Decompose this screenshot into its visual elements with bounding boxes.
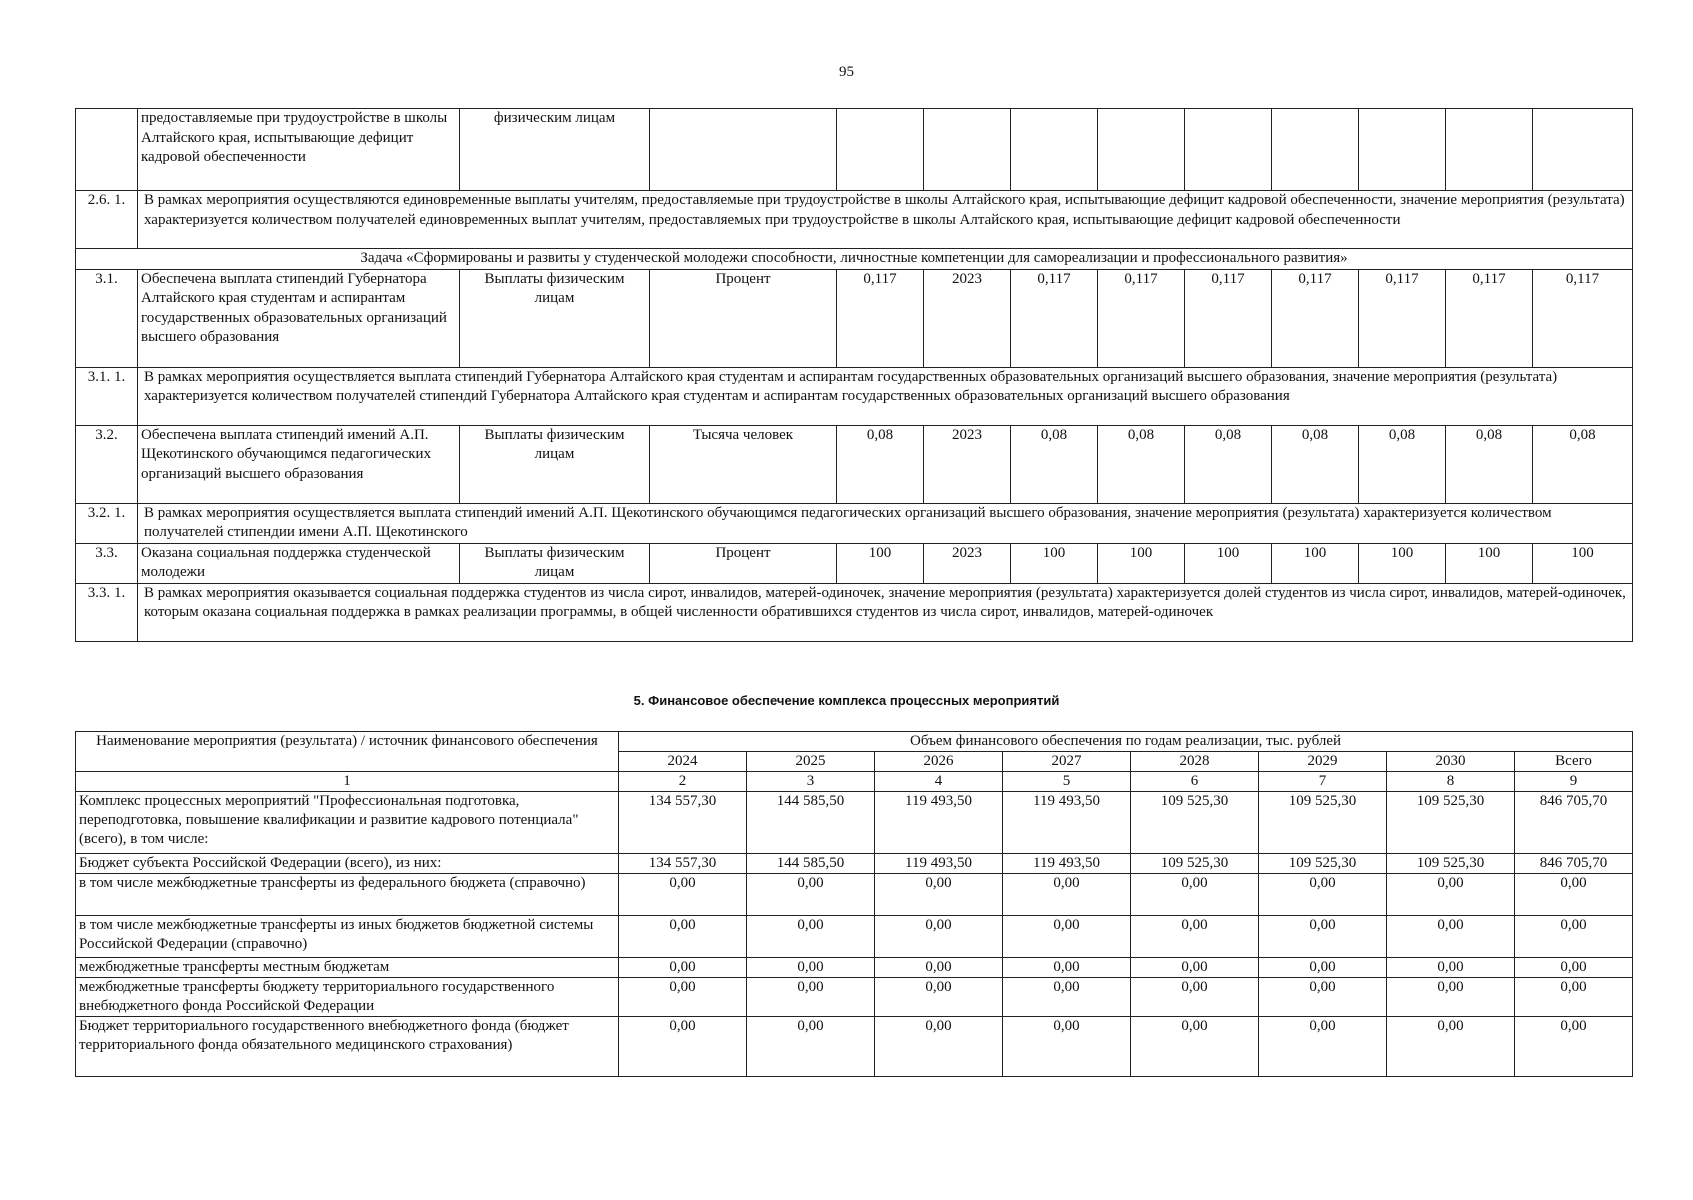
amount-cell: 134 557,30	[619, 792, 747, 854]
row-number-cell: 3.1. 1.	[76, 367, 138, 425]
amount-cell: 0,00	[1259, 874, 1387, 916]
row-number-cell: 3.3.	[76, 543, 138, 583]
indicator-type-cell: Выплаты физическим лицам	[460, 543, 650, 583]
column-number-cell: 8	[1387, 772, 1515, 792]
amount-cell: 0,00	[1259, 958, 1387, 978]
indicator-name-cell: предоставляемые при трудоустройстве в школы Алтайского края, испытывающие дефицит кадровой обеспеченности	[138, 109, 460, 191]
amount-cell: 0,00	[1003, 958, 1131, 978]
indicator-name-cell: Обеспечена выплата стипендий имений А.П. Щекотинского обучающимся педагогических организаций высшего образования	[138, 425, 460, 503]
description-cell: В рамках мероприятия осуществляются единовременные выплаты учителям, предоставляемые при трудоустройстве в школы Алтайского края, испытывающие дефицит кадровой обеспеченности, значение мероприятия (результата) характеризуется количеством получателей единовременных выплат учителям, предоставляемых при трудоустройстве в школы Алтайского края, испытывающие дефицит кадровой обеспеченности	[138, 191, 1633, 249]
amount-cell: 0,00	[875, 1017, 1003, 1077]
row-number-cell: 3.2. 1.	[76, 503, 138, 543]
table-row	[76, 874, 1633, 916]
header-row	[76, 732, 1633, 752]
amount-cell: 0,00	[1515, 1017, 1633, 1077]
column-number-row	[76, 772, 1633, 792]
unit-cell: Тысяча человек	[650, 425, 837, 503]
description-cell: В рамках мероприятия оказывается социальная поддержка студентов из числа сирот, инвалидов, матерей-одиночек, значение мероприятия (результата) характеризуется долей студентов из числа сирот, инвалидов, матерей-одиночек, которым оказана социальная поддержка в рамках реализации программы, в общей численности обратившихся студентов из числа сирот, инвалидов, матерей-одиночек	[138, 583, 1633, 641]
amount-cell: 0,00	[875, 874, 1003, 916]
year-value-cell: 0,117	[1098, 269, 1185, 367]
amount-cell: 0,00	[747, 916, 875, 958]
amount-cell: 144 585,50	[747, 792, 875, 854]
amount-cell: 0,00	[875, 916, 1003, 958]
amount-cell: 0,00	[1003, 916, 1131, 958]
year-value-cell: 0,08	[1446, 425, 1533, 503]
amount-cell: 0,00	[619, 916, 747, 958]
amount-cell: 119 493,50	[1003, 792, 1131, 854]
amount-cell: 0,00	[1131, 874, 1259, 916]
year-value-cell: 0,08	[1359, 425, 1446, 503]
year-value-cell: 0,117	[1359, 269, 1446, 367]
empty-cell	[1272, 109, 1359, 191]
amount-cell: 0,00	[1259, 916, 1387, 958]
indicator-type-cell: Выплаты физическим лицам	[460, 269, 650, 367]
year-value-cell: 0,117	[1533, 269, 1633, 367]
amount-cell: 0,00	[1387, 978, 1515, 1017]
unit-cell: Процент	[650, 543, 837, 583]
table-row	[76, 958, 1633, 978]
empty-cell	[1533, 109, 1633, 191]
table-row	[76, 1017, 1633, 1077]
indicator-type-cell: физическим лицам	[460, 109, 650, 191]
amount-cell: 144 585,50	[747, 854, 875, 874]
empty-cell	[837, 109, 924, 191]
amount-cell: 0,00	[1387, 958, 1515, 978]
year-value-cell: 100	[1446, 543, 1533, 583]
table-row	[76, 916, 1633, 958]
amount-cell: 0,00	[1387, 916, 1515, 958]
year-value-cell: 100	[1185, 543, 1272, 583]
amount-cell: 134 557,30	[619, 854, 747, 874]
amount-cell: 0,00	[619, 874, 747, 916]
year-value-cell: 0,117	[1446, 269, 1533, 367]
amount-cell: 0,00	[747, 958, 875, 978]
table-row	[76, 543, 1633, 583]
amount-cell: 0,00	[875, 978, 1003, 1017]
year-value-cell: 100	[1011, 543, 1098, 583]
amount-cell: 0,00	[619, 958, 747, 978]
row-number-cell: 2.6. 1.	[76, 191, 138, 249]
column-number-cell: 4	[875, 772, 1003, 792]
table-row	[76, 854, 1633, 874]
amount-cell: 0,00	[1131, 916, 1259, 958]
year-value-cell: 0,08	[1533, 425, 1633, 503]
year-header-cell: 2027	[1003, 752, 1131, 772]
funding-source-cell: Комплекс процессных мероприятий "Профессиональная подготовка, переподготовка, повышение квалификации и развитие кадрового потенциала" (всего), в том числе:	[76, 792, 619, 854]
year-value-cell: 0,08	[1272, 425, 1359, 503]
column-number-cell: 9	[1515, 772, 1633, 792]
page-number: 95	[839, 64, 854, 80]
table-row	[76, 269, 1633, 367]
indicator-name-cell: Обеспечена выплата стипендий Губернатора Алтайского края студентам и аспирантам государственных образовательных организаций высшего образования	[138, 269, 460, 367]
table-row	[76, 425, 1633, 503]
funding-source-cell: Бюджет субъекта Российской Федерации (всего), из них:	[76, 854, 619, 874]
table-row	[76, 978, 1633, 1017]
amount-cell: 0,00	[1131, 1017, 1259, 1077]
funding-source-cell: межбюджетные трансферты местным бюджетам	[76, 958, 619, 978]
amount-cell: 119 493,50	[1003, 854, 1131, 874]
base-year-cell: 2023	[924, 425, 1011, 503]
amount-cell: 0,00	[619, 1017, 747, 1077]
column-number-cell: 3	[747, 772, 875, 792]
year-value-cell: 0,117	[1185, 269, 1272, 367]
year-value-cell: 0,08	[1185, 425, 1272, 503]
amount-cell: 0,00	[619, 978, 747, 1017]
year-header-cell: 2030	[1387, 752, 1515, 772]
description-cell: В рамках мероприятия осуществляется выплата стипендий имений А.П. Щекотинского обучающимся педагогических организаций высшего образования, значение мероприятия (результата) характеризуется количеством получателей стипендии имени А.П. Щекотинского	[138, 503, 1633, 543]
amount-cell: 109 525,30	[1259, 854, 1387, 874]
column-header-group: Объем финансового обеспечения по годам реализации, тыс. рублей	[619, 732, 1633, 752]
empty-cell	[1011, 109, 1098, 191]
amount-cell: 0,00	[1387, 874, 1515, 916]
amount-cell: 0,00	[1131, 978, 1259, 1017]
indicator-name-cell: Оказана социальная поддержка студенческой молодежи	[138, 543, 460, 583]
amount-cell: 119 493,50	[875, 854, 1003, 874]
description-cell: В рамках мероприятия осуществляется выплата стипендий Губернатора Алтайского края студентам и аспирантам государственных образовательных организаций высшего образования, значение мероприятия (результата) характеризуется количеством получателей стипендий Губернатора Алтайского края студентам и аспирантам государственных образовательных организаций высшего образования	[138, 367, 1633, 425]
row-number-cell	[76, 109, 138, 191]
amount-cell: 0,00	[1131, 958, 1259, 978]
year-value-cell: 0,117	[1272, 269, 1359, 367]
amount-cell: 0,00	[1515, 978, 1633, 1017]
empty-cell	[1446, 109, 1533, 191]
amount-cell: 109 525,30	[1387, 792, 1515, 854]
year-header-cell: 2029	[1259, 752, 1387, 772]
column-header-name: Наименование мероприятия (результата) / источник финансового обеспечения	[76, 732, 619, 772]
empty-cell	[924, 109, 1011, 191]
table-row	[76, 367, 1633, 425]
amount-cell: 0,00	[1515, 916, 1633, 958]
base-value-cell: 0,117	[837, 269, 924, 367]
empty-cell	[1098, 109, 1185, 191]
base-value-cell: 100	[837, 543, 924, 583]
amount-cell: 846 705,70	[1515, 854, 1633, 874]
base-value-cell: 0,08	[837, 425, 924, 503]
year-value-cell: 0,08	[1011, 425, 1098, 503]
indicators-table	[75, 108, 1633, 642]
row-number-cell: 3.1.	[76, 269, 138, 367]
amount-cell: 109 525,30	[1131, 792, 1259, 854]
table-row	[76, 792, 1633, 854]
year-value-cell: 100	[1098, 543, 1185, 583]
empty-cell	[650, 109, 837, 191]
amount-cell: 0,00	[1259, 978, 1387, 1017]
amount-cell: 0,00	[747, 978, 875, 1017]
amount-cell: 846 705,70	[1515, 792, 1633, 854]
year-value-cell: 0,08	[1098, 425, 1185, 503]
row-number-cell: 3.3. 1.	[76, 583, 138, 641]
amount-cell: 119 493,50	[875, 792, 1003, 854]
base-year-cell: 2023	[924, 543, 1011, 583]
amount-cell: 0,00	[1003, 1017, 1131, 1077]
amount-cell: 109 525,30	[1131, 854, 1259, 874]
task-heading-cell: Задача «Сформированы и развиты у студенческой молодежи способности, личностные компетенции для самореализации и профессионального развития»	[76, 249, 1633, 270]
column-number-cell: 2	[619, 772, 747, 792]
funding-source-cell: в том числе межбюджетные трансферты из федерального бюджета (справочно)	[76, 874, 619, 916]
year-value-cell: 0,117	[1011, 269, 1098, 367]
year-value-cell: 100	[1272, 543, 1359, 583]
year-header-cell: Всего	[1515, 752, 1633, 772]
base-year-cell: 2023	[924, 269, 1011, 367]
indicator-type-cell: Выплаты физическим лицам	[460, 425, 650, 503]
amount-cell: 0,00	[1259, 1017, 1387, 1077]
unit-cell: Процент	[650, 269, 837, 367]
funding-source-cell: межбюджетные трансферты бюджету территориального государственного внебюджетного фонда Российской Федерации	[76, 978, 619, 1017]
column-number-cell: 6	[1131, 772, 1259, 792]
column-number-cell: 1	[76, 772, 619, 792]
amount-cell: 0,00	[747, 1017, 875, 1077]
amount-cell: 0,00	[1003, 978, 1131, 1017]
year-value-cell: 100	[1359, 543, 1446, 583]
table-row	[76, 109, 1633, 191]
empty-cell	[1359, 109, 1446, 191]
table-row	[76, 249, 1633, 270]
amount-cell: 0,00	[1515, 958, 1633, 978]
amount-cell: 109 525,30	[1387, 854, 1515, 874]
amount-cell: 0,00	[1515, 874, 1633, 916]
amount-cell: 0,00	[1003, 874, 1131, 916]
empty-cell	[1185, 109, 1272, 191]
table-row	[76, 583, 1633, 641]
year-header-cell: 2026	[875, 752, 1003, 772]
amount-cell: 0,00	[875, 958, 1003, 978]
year-header-cell: 2024	[619, 752, 747, 772]
year-value-cell: 100	[1533, 543, 1633, 583]
funding-source-cell: в том числе межбюджетные трансферты из иных бюджетов бюджетной системы Российской Федерации (справочно)	[76, 916, 619, 958]
section-title: 5. Финансовое обеспечение комплекса процессных мероприятий	[633, 693, 1060, 708]
financing-table	[75, 731, 1633, 1077]
amount-cell: 0,00	[1387, 1017, 1515, 1077]
row-number-cell: 3.2.	[76, 425, 138, 503]
table-row	[76, 503, 1633, 543]
year-header-cell: 2025	[747, 752, 875, 772]
amount-cell: 0,00	[747, 874, 875, 916]
column-number-cell: 7	[1259, 772, 1387, 792]
funding-source-cell: Бюджет территориального государственного внебюджетного фонда (бюджет территориального фонда обязательного медицинского страхования)	[76, 1017, 619, 1077]
year-header-cell: 2028	[1131, 752, 1259, 772]
table-row	[76, 191, 1633, 249]
column-number-cell: 5	[1003, 772, 1131, 792]
amount-cell: 109 525,30	[1259, 792, 1387, 854]
